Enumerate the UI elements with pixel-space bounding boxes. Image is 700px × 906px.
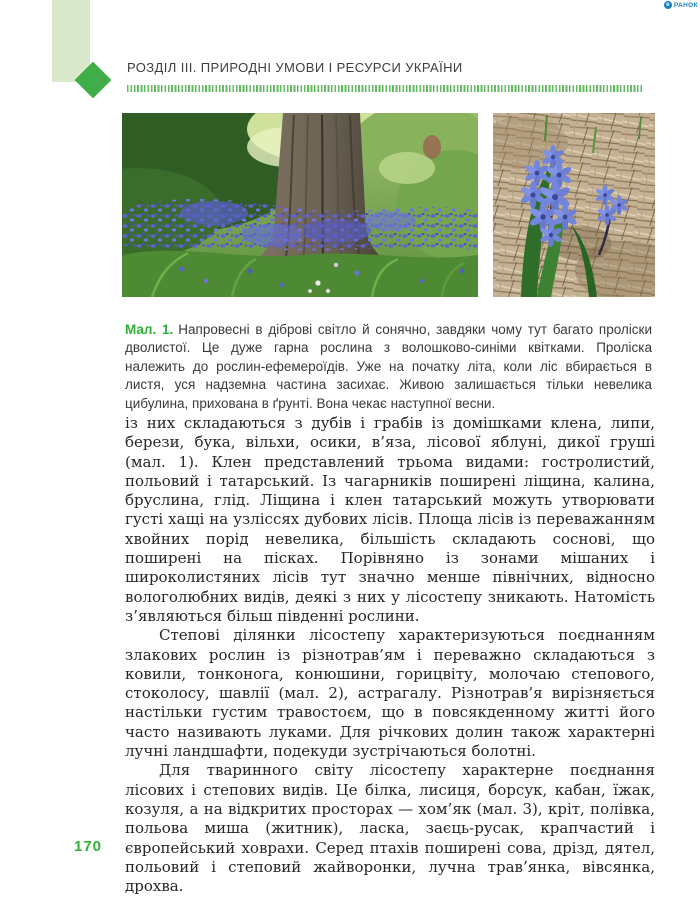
figure-caption-text: Напровесні в діброві світло й сонячно, завдяки чому тут багато проліски дволистої. Це дуже гарна рослина з волошково-синіми квітками. Проліска належить до рослин-ефемероїдів. Уже на початку літа, коли ліс вбирається в листя, уся надземна частина засихає. Живою залишається тільки невелика цибулина, прихована в ґрунті. Вона чекає наступної весни. (125, 321, 652, 411)
figure-caption-label: Мал. 1. (125, 321, 174, 337)
body-paragraph: Степові ділянки лісостепу характеризуються поєднанням злакових рослин із різнотрав’ям і переважно складаються з ковили, тонконога, конюшини, горицвіту, молочаю степового, стоколосу, шавлії (мал. 2), астрагалу. Різнотрав’я вирізняється настільки густим травостоєм, що в повсякденному житті його часто називають луками. Для річкових долин також характерні лучні ландшафти, подекуди зустрічаються болотні. (125, 626, 655, 761)
body-paragraph: Для тваринного світу лісостепу характерне поєднання лісових і степових видів. Це білка, лисиця, борсук, кабан, їжак, козуля, а на відкритих просторах — хом’як (мал. 3), кріт, полівка, польова миша (житник), ласка, заєць-русак, крапчастий і європейський ховрахи. Серед птахів поширені сова, дрізд, дятел, польовий і степовий жайворонки, лучна трав’янка, вівсянка, дрохва. (125, 761, 655, 896)
body-text-column (125, 414, 655, 896)
figure-photo-forest-bluebells (122, 113, 478, 297)
figure-caption (125, 321, 652, 414)
chapter-divider-line (127, 85, 643, 92)
publisher-logo-icon: е (664, 1, 672, 9)
figure-photo-scilla-closeup (493, 113, 655, 297)
chapter-heading: РОЗДІЛ III. ПРИРОДНІ УМОВИ І РЕСУРСИ УКРАЇНИ (127, 60, 463, 75)
body-paragraph: із них складаються з дубів і грабів із домішками клена, липи, берези, бука, вільхи, осики, в’яза, лісової яблуні, дикої груші (мал. 1). Клен представлений трьома видами: гостролистий, польовий і татарський. Із чагарників поширені ліщина, калина, бруслина, глід. Ліщина і клен татарський можуть утворювати густі хащі на узліссях дубових лісів. Площа лісів із переважанням хвойних порід невелика, більшість складають соснові, що поширені на пісках. Порівняно із зонами мішаних і широколистяних лісів тут значно менше північних, відносно вологолюбних видів, деякі з них у лісостепу зникають. Натомість з’являються більш південні рослини. (125, 414, 655, 625)
publisher-logo (664, 1, 698, 9)
publisher-logo-text: РАНОК (673, 1, 698, 9)
page-number: 170 (74, 838, 103, 855)
